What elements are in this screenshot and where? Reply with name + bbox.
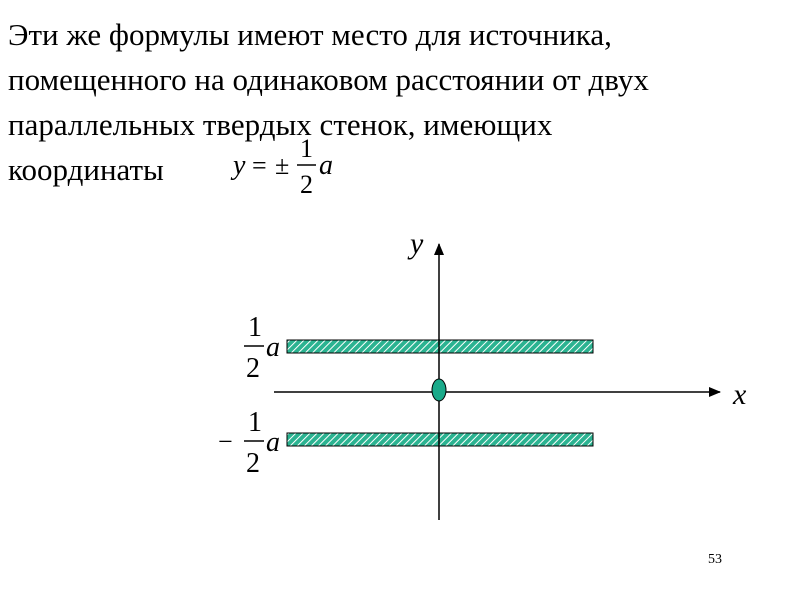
x-axis-label: x bbox=[733, 378, 747, 411]
source-point bbox=[432, 379, 446, 401]
text-line-3: параллельных твердых стенок, имеющих bbox=[8, 107, 553, 142]
top-label-denominator: 2 bbox=[246, 353, 260, 384]
inline-formula bbox=[230, 134, 333, 199]
formula-lhs: y bbox=[233, 150, 246, 181]
slide-number: 53 bbox=[708, 552, 722, 567]
formula-numerator: 1 bbox=[300, 134, 313, 163]
formula-eq: = bbox=[252, 151, 267, 180]
top-label-variable: a bbox=[266, 332, 280, 363]
top-label-numerator: 1 bbox=[248, 312, 262, 343]
formula-denominator: 2 bbox=[300, 170, 313, 199]
bottom-wall bbox=[287, 433, 593, 446]
top-wall-label bbox=[244, 312, 280, 384]
bottom-label-sign: − bbox=[218, 427, 233, 456]
bottom-label-numerator: 1 bbox=[248, 407, 262, 438]
top-wall bbox=[287, 340, 593, 353]
y-axis-label: y bbox=[410, 227, 424, 260]
formula-variable: a bbox=[319, 150, 333, 181]
bottom-label-denominator: 2 bbox=[246, 448, 260, 479]
formula-sign: ± bbox=[275, 151, 290, 180]
bottom-label-variable: a bbox=[266, 427, 280, 458]
text-line-1: Эти же формулы имеют место для источника, bbox=[8, 17, 612, 52]
text-line-4: координаты bbox=[8, 152, 164, 187]
text-line-2: помещенного на одинаковом расстоянии от двух bbox=[8, 62, 649, 97]
bottom-wall-label bbox=[218, 407, 280, 479]
